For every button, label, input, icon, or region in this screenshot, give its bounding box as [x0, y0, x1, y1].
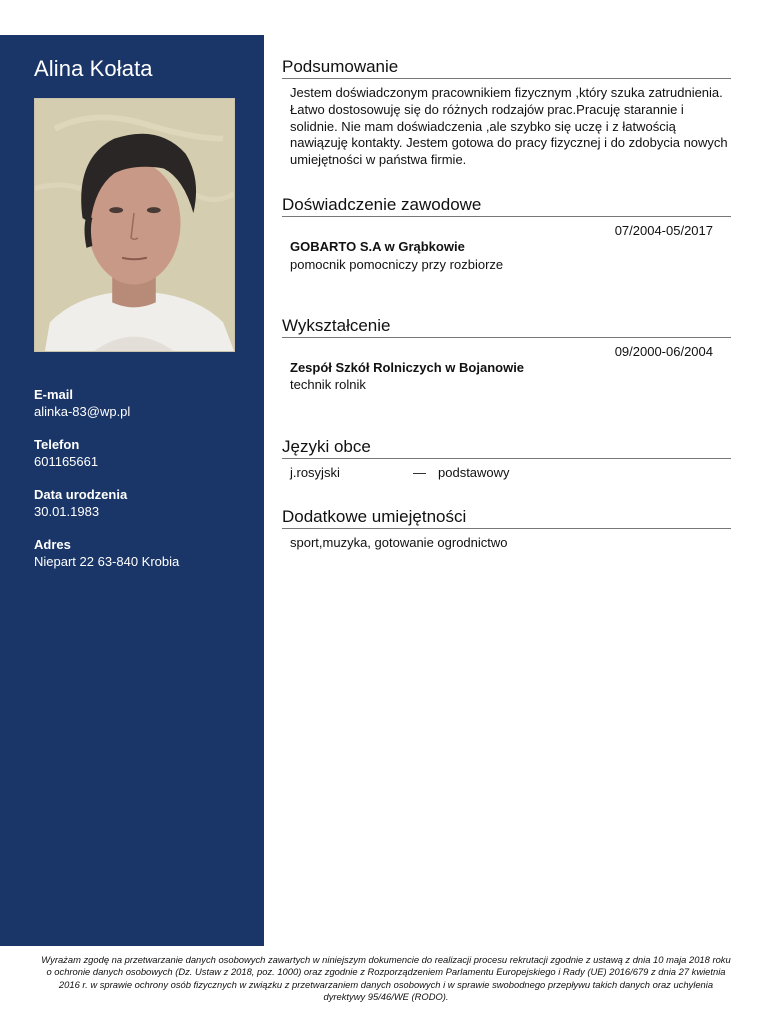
section-title-summary: Podsumowanie	[282, 57, 731, 79]
summary-text: Jestem doświadczonym pracownikiem fizycznym ,który szuka zatrudnienia. Łatwo dostosowuję się do różnych rodzajów prac.Pracuję starannie i solidnie. Nie mam doświadczenia ,ale szybko się uczę i z łatwością nawiązuję kontakty. Jestem gotowa do pracy fizycznej i do zdobycia nowych umiejętności w państwa firmie.	[290, 85, 728, 168]
email-value: alinka-83@wp.pl	[34, 404, 131, 419]
email-label: E-mail	[34, 387, 74, 402]
address-label: Adres	[34, 537, 71, 552]
section-title-experience: Doświadczenie zawodowe	[282, 195, 731, 217]
section-title-languages: Języki obce	[282, 437, 731, 459]
dob-value: 30.01.1983	[34, 504, 100, 519]
experience-company: GOBARTO S.A w Grąbkowie	[290, 239, 465, 254]
skills-text: sport,muzyka, gotowanie ogrodnictwo	[290, 535, 508, 550]
contact-phone	[34, 437, 254, 470]
contact-address	[34, 537, 254, 570]
phone-value: 601165661	[34, 454, 99, 469]
experience-date: 07/2004-05/2017	[614, 223, 713, 238]
language-name: j.rosyjski	[290, 465, 340, 480]
education-school: Zespół Szkół Rolniczych w Bojanowie	[290, 360, 525, 375]
section-title-education: Wykształcenie	[282, 316, 731, 338]
language-level: podstawowy	[438, 465, 510, 480]
candidate-name: Alina Kołata	[34, 56, 153, 81]
contact-email	[34, 387, 254, 420]
section-title-skills: Dodatkowe umiejętności	[282, 507, 731, 529]
contact-dob	[34, 487, 254, 520]
profile-photo	[34, 98, 235, 352]
gdpr-consent-clause: Wyrażam zgodę na przetwarzanie danych osobowych zawartych w niniejszym dokumencie do realizacji procesu rekrutacji zgodnie z ustawą z dnia 10 maja 2018 roku o ochronie danych osobowych (Dz. Ustaw z 2018, poz. 1000) oraz zgodnie z Rozporządzeniem Parlamentu Europejskiego i Rady (UE) 2016/679 z dnia 27 kwietnia 2016 r. w sprawie ochrony osób fizycznych w związku z przetwarzaniem danych osobowych i w sprawie swobodnego przepływu takich danych oraz uchylenia dyrektywy 95/46/WE (RODO).	[41, 954, 731, 1003]
address-value: Niepart 22 63-840 Krobia	[34, 554, 180, 569]
experience-role: pomocnik pomocniczy przy rozbiorze	[290, 257, 504, 272]
dob-label: Data urodzenia	[34, 487, 128, 502]
education-degree: technik rolnik	[290, 377, 366, 392]
language-dash: —	[413, 465, 426, 480]
education-date: 09/2000-06/2004	[614, 344, 713, 359]
phone-label: Telefon	[34, 437, 80, 452]
